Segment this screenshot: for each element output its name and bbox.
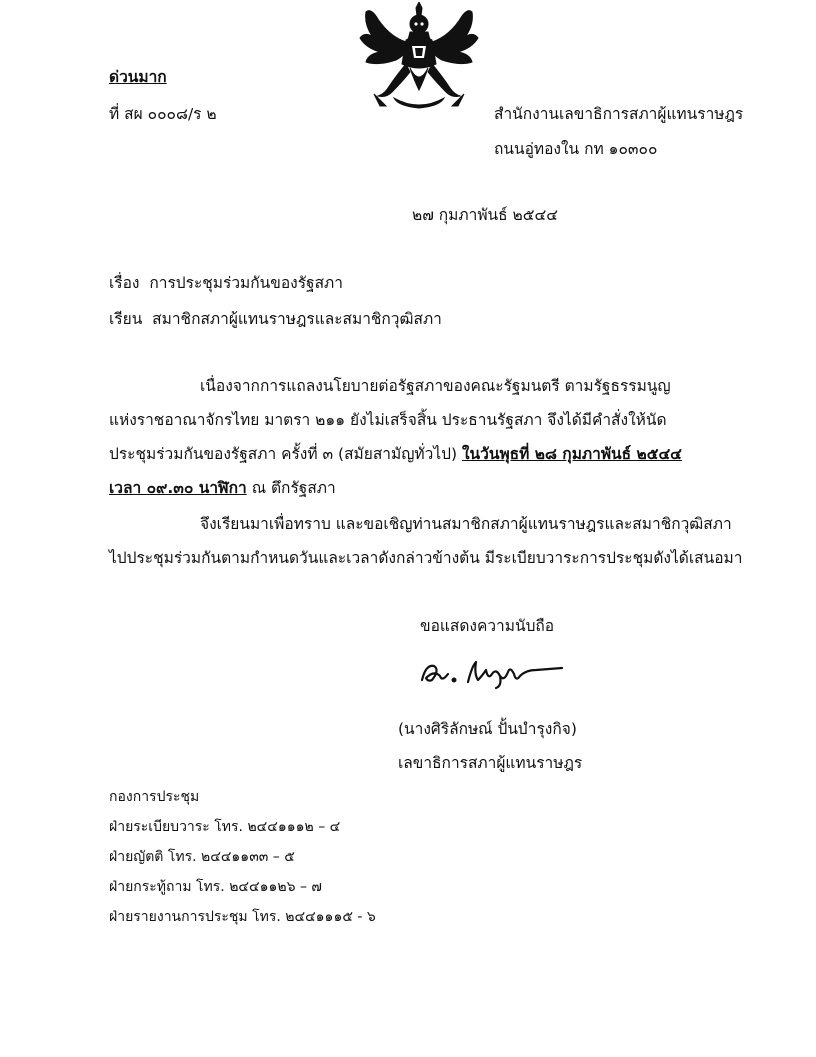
- body-paragraph-1-line-4: [109, 478, 336, 498]
- contact-line: ฝ่ายกระทู้ถาม โทร. ๒๔๔๑๑๒๖ – ๗: [109, 879, 322, 895]
- contact-line: ฝ่ายรายงานการประชุม โทร. ๒๔๔๑๑๑๕ - ๖: [109, 909, 376, 925]
- meeting-description: ประชุมร่วมกันของรัฐสภา ครั้งที่ ๓ (สมัยสามัญทั่วไป): [109, 445, 458, 463]
- body-paragraph-1-line-1: เนื่องจากการแถลงนโยบายต่อรัฐสภาของคณะรัฐมนตรี ตามรัฐธรรมนูญ: [200, 377, 671, 395]
- garuda-emblem-icon: [350, 2, 488, 114]
- urgency-label: ด่วนมาก: [109, 68, 167, 86]
- body-paragraph-2-line-2: ไปประชุมร่วมกันตามกำหนดวันและเวลาดังกล่าวข้างต้น มีระเบียบวาระการประชุมดังได้เสนอมา: [109, 549, 743, 567]
- contact-line: ฝ่ายญัตติ โทร. ๒๔๔๑๑๓๓ – ๕: [109, 849, 295, 865]
- subject-label: เรื่อง: [109, 274, 140, 292]
- body-paragraph-1-line-2: แห่งราชอาณาจักรไทย มาตรา ๒๑๑ ยังไม่เสร็จสิ้น ประธานรัฐสภา จึงได้มีคำสั่งให้นัด: [109, 411, 667, 429]
- body-paragraph-2-line-1: จึงเรียนมาเพื่อทราบ และขอเชิญท่านสมาชิกสภาผู้แทนราษฎรและสมาชิกวุฒิสภา: [200, 515, 732, 533]
- handwritten-signature: [416, 652, 566, 692]
- document-number: ที่ สผ ๐๐๐๘/ร ๒: [109, 105, 217, 123]
- subject-text: การประชุมร่วมกันของรัฐสภา: [149, 274, 343, 292]
- letter-date: ๒๗ กุมภาพันธ์ ๒๕๔๔: [412, 206, 558, 224]
- signer-name: (นางศิริลักษณ์ ปั้นบำรุงกิจ): [398, 720, 577, 738]
- meeting-location: ณ ตึกรัฐสภา: [251, 479, 336, 497]
- recipient-text: สมาชิกสภาผู้แทนราษฎรและสมาชิกวุฒิสภา: [152, 310, 442, 328]
- body-paragraph-1-line-3: [109, 444, 682, 464]
- recipient-line: [109, 309, 442, 329]
- office-address: ถนนอู่ทองใน กท ๑๐๓๐๐: [494, 140, 658, 158]
- closing-salutation: ขอแสดงความนับถือ: [420, 617, 555, 635]
- meeting-date: ในวันพุธที่ ๒๘ กุมภาพันธ์ ๒๕๔๔: [461, 445, 682, 463]
- meeting-time: เวลา ๐๙.๓๐ นาฬิกา: [109, 479, 247, 497]
- signer-title: เลขาธิการสภาผู้แทนราษฎร: [398, 754, 583, 772]
- issuing-office: สำนักงานเลขาธิการสภาผู้แทนราษฎร: [494, 105, 744, 123]
- division-name: กองการประชุม: [109, 789, 200, 805]
- contact-line: ฝ่ายระเบียบวาระ โทร. ๒๔๔๑๑๑๒ – ๔: [109, 819, 341, 835]
- recipient-label: เรียน: [109, 310, 143, 328]
- subject-line: [109, 273, 343, 293]
